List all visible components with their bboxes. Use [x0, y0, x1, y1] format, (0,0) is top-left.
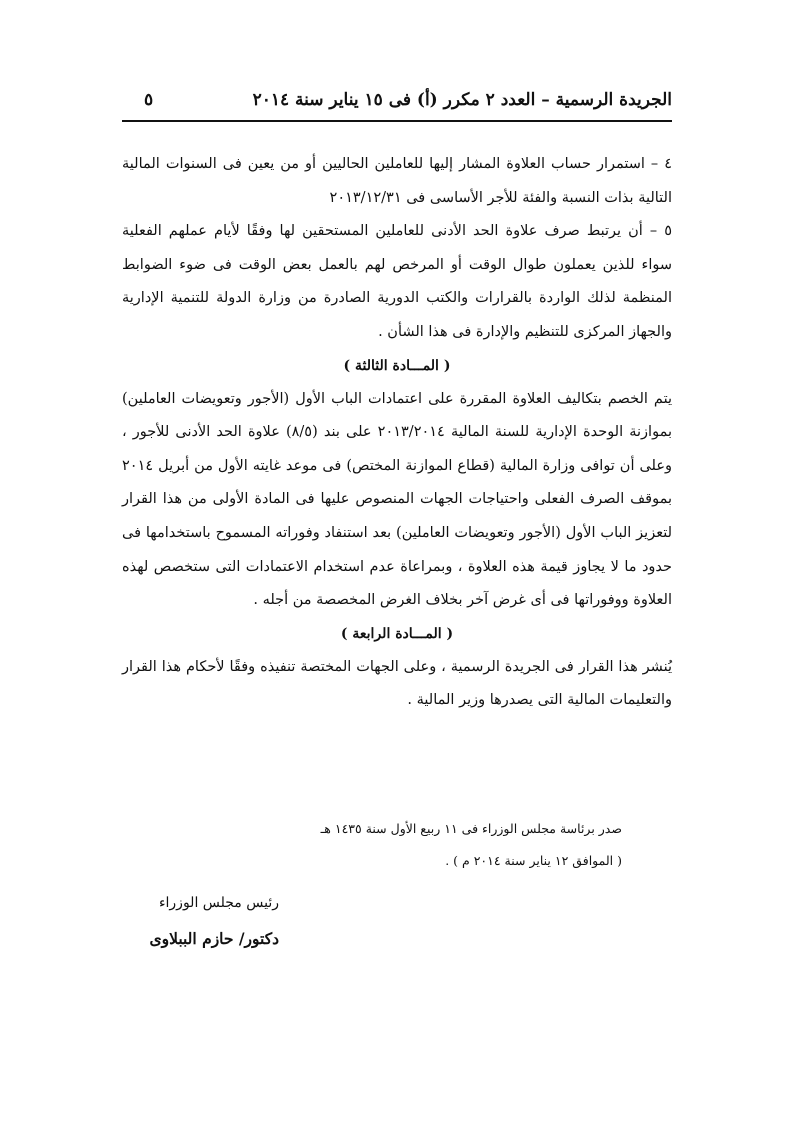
article-3-heading: ( المـــادة الثالثة ) — [343, 357, 451, 374]
clause-4: ٤ – استمرار حساب العلاوة المشار إليها للعاملين الحاليين أو من يعين فى السنوات المالية التالية بذات النسبة والفئة للأجر الأساسى فى ٢٠١٣/١٢/٣١ — [122, 156, 672, 206]
article-3-text: يتم الخصم بتكاليف العلاوة المقررة على اعتمادات الباب الأول (الأجور وتعويضات العاملين) بموازنة الوحدة الإدارية للسنة المالية ٢٠١٣/٢٠١٤ على بند (٨/٥) علاوة الحد الأدنى للأجور ، وعلى أن توافى وزارة المالية (قطاع الموازنة المختص) فى موعد غايته الأول من أبريل ٢٠١٤ بموقف الصرف الفعلى واحتياجات الجهات المنصوص عليها فى المادة الأولى من هذا القرار لتعزيز الباب الأول (الأجور وتعويضات العاملين) بعد استنفاد وفوراته المسموح باستخدامها فى حدود ما لا يجاوز قيمة هذه العلاوة ، وبمراعاة عدم استخدام الاعتمادات التى ستخصص لهذه العلاوة ووفوراتها فى أى غرض آخر بخلاف الغرض المخصصة من أجله . — [122, 390, 672, 609]
page-header — [122, 84, 672, 122]
issuance-date-gregorian: ( الموافق ١٢ يناير سنة ٢٠١٤ م ) . — [445, 853, 622, 868]
clause-5: ٥ – أن يرتبط صرف علاوة الحد الأدنى للعاملين المستحقين لها وفقًا لأيام عملهم الفعلية سواء للذين يعملون طوال الوقت أو المرخص لهم بالعمل بعض الوقت فى ضوء الضوابط المنظمة لذلك الواردة بالقرارات والكتب الدورية الصادرة من وزارة الدولة للتنمية الإدارية والجهاز المركزى للتنظيم والإدارة فى هذا الشأن . — [122, 223, 672, 340]
issuance-date-hijri: صدر برئاسة مجلس الوزراء فى ١١ ربيع الأول سنة ١٤٣٥ هـ — [320, 821, 622, 836]
issuance-note — [321, 813, 622, 877]
header-title: الجريدة الرسمية – العدد ٢ مكرر (أ) فى ١٥ يناير سنة ٢٠١٤ — [252, 90, 672, 110]
signatory-title: رئيس مجلس الوزراء — [158, 895, 279, 911]
signatory-name: دكتور/ حازم الببلاوى — [149, 929, 279, 948]
page-number: ٥ — [144, 90, 154, 110]
article-4-heading: ( المـــادة الرابعة ) — [340, 625, 454, 642]
document-body — [122, 148, 672, 718]
article-4-text: يُنشر هذا القرار فى الجريدة الرسمية ، وعلى الجهات المختصة تنفيذه وفقًا لأحكام هذا القرار والتعليمات المالية التى يصدرها وزير المالية . — [122, 658, 672, 709]
